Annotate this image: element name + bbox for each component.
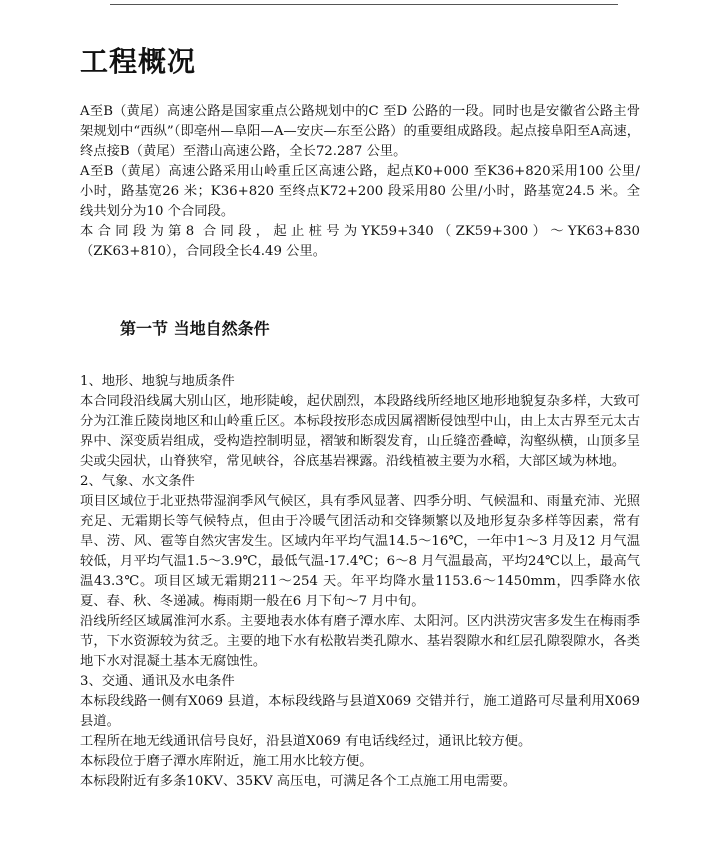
natural-conditions-section — [80, 372, 640, 792]
subheading-transport: 3、交通、通讯及水电条件 — [80, 674, 235, 689]
header-rule — [110, 4, 618, 5]
paragraph-power: 本标段附近有多条10KV、35KV 高压电，可满足各个工点施工用电需要。 — [80, 774, 517, 789]
paragraph-road: 本标段线路一侧有X069 县道，本标段线路与县道X069 交错并行，施工道路可尽量利用X069 县道。 — [80, 694, 640, 729]
intro-section — [80, 102, 640, 262]
subheading-terrain: 1、地形、地貌与地质条件 — [80, 374, 235, 389]
page-title: 工程概况 — [80, 45, 197, 78]
paragraph-terrain: 本合同段沿线属大别山区，地形陡峻，起伏剧烈，本段路线所经地区地形地貌复杂多样，大致可分为江淮丘陵岗地区和山岭重丘区。本标段按形态成因属褶断侵蚀型中山，由上太古界至元太古界中、深变质岩组成，受构造控制明显，褶皱和断裂发育，山丘缝峦叠嶂，沟壑纵横，山顶多呈尖或尖园状，山脊狭窄，常见峡谷，谷底基岩裸露。沿线植被主要为水稻，大部区域为林地。 — [80, 394, 640, 469]
paragraph-water: 本标段位于磨子潭水库附近，施工用水比较方便。 — [80, 754, 373, 769]
intro-paragraph-1: A至B（黄尾）高速公路是国家重点公路规划中的C 至D 公路的一段。同时也是安徽省公路主骨架规划中“西纵”（即亳州—阜阳—A—安庆—东至公路）的重要组成路段。起点接阜阳至A高速，终点接B（黄尾）至潜山高速公路，全长72.287 公里。 — [80, 104, 640, 159]
intro-paragraph-2: A至B（黄尾）高速公路采用山岭重丘区高速公路，起点K0+000 至K36+820采用100 公里/小时，路基宽26 米；K36+820 至终点K72+200 段采用80 公里/小时，路基宽24.5 米。全线共划分为10 个合同段。 — [80, 164, 640, 219]
paragraph-communication: 工程所在地无线通讯信号良好，沿县道X069 有电话线经过，通讯比较方便。 — [80, 734, 532, 749]
intro-paragraph-3: 本合同段为第8 合同段，起止桩号为YK59+340（ZK59+300）～YK63+830（ZK63+810），合同段全长4.49 公里。 — [80, 224, 640, 259]
section-heading: 第一节 当地自然条件 — [120, 319, 270, 338]
paragraph-climate: 项目区域位于北亚热带湿润季风气候区，具有季风显著、四季分明、气候温和、雨量充沛、光照充足、无霜期长等气候特点，但由于冷暖气团活动和交锋频繁以及地形复杂多样等因素，常有旱、涝、风、雹等自然灾害发生。区域内年平均气温14.5～16℃，一年中1～3 月及12 月气温较低，月平均气温1.5～3.9℃，最低气温-17.4℃；6～8 月气温最高，平均24℃以上，最高气温43.3℃。项目区域无霜期211～254 天。年平均降水量1153.6～1450mm，四季降水依夏、春、秋、冬递减。梅雨期一般在6 月下旬～7 月中旬。 — [80, 494, 640, 609]
paragraph-hydrology: 沿线所经区域属淮河水系。主要地表水体有磨子潭水库、太阳河。区内洪涝灾害多发生在梅雨季节，下水资源较为贫乏。主要的地下水有松散岩类孔隙水、基岩裂隙水和红层孔隙裂隙水，各类地下水对混凝土基本无腐蚀性。 — [80, 614, 640, 669]
subheading-climate: 2、气象、水文条件 — [80, 474, 195, 489]
